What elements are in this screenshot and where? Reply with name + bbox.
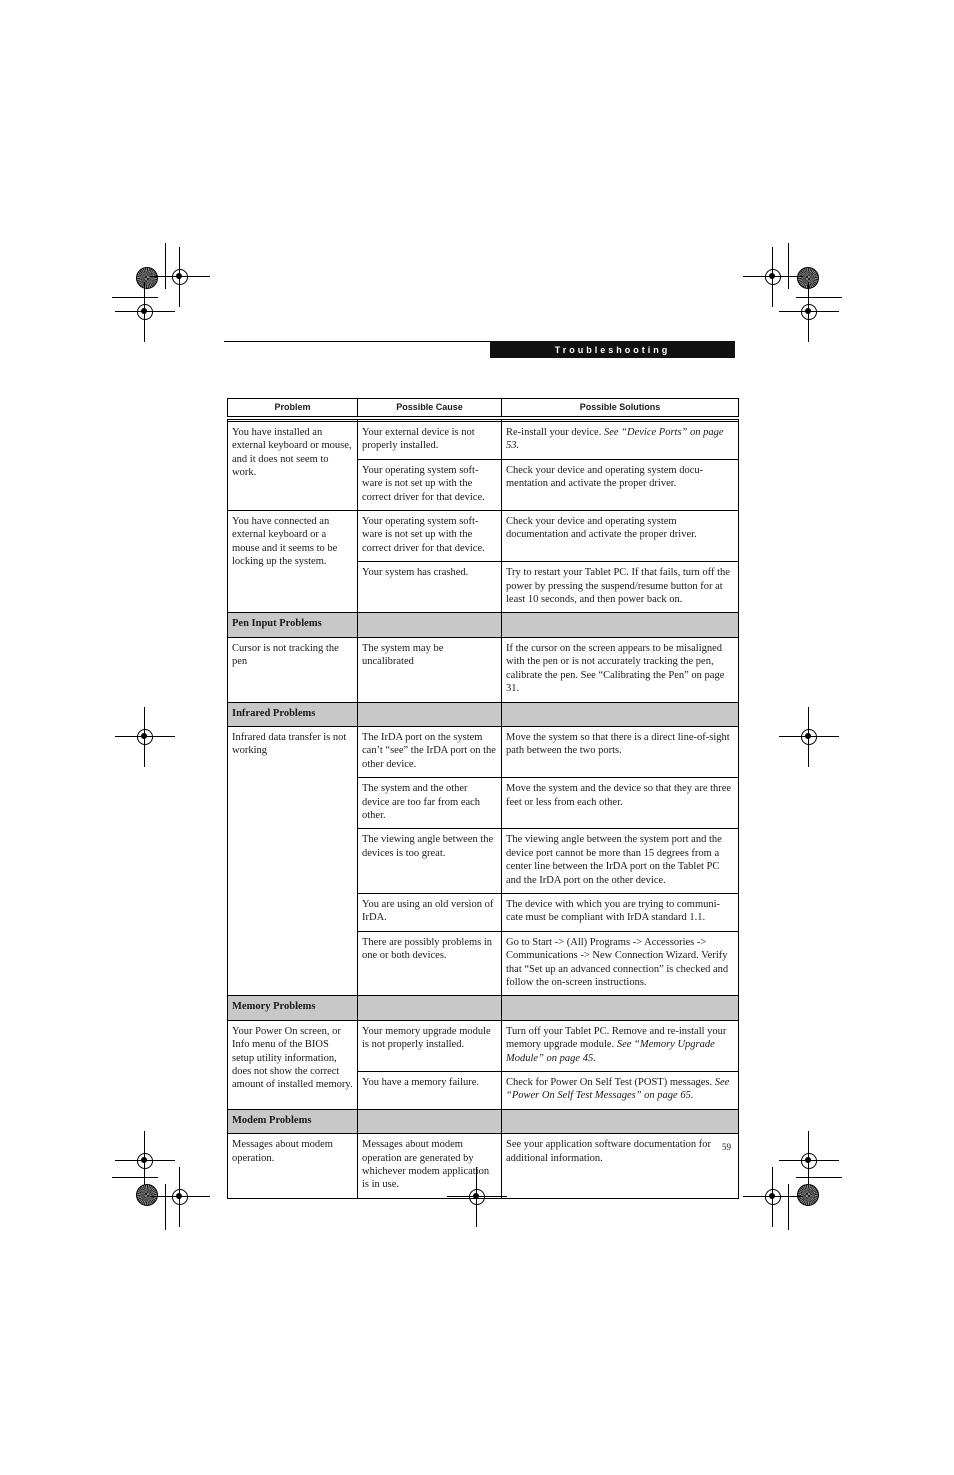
header-rule [224, 341, 490, 342]
table-row [228, 726, 739, 777]
column-header-cause: Possible Cause [358, 399, 502, 419]
page-reference: See “Memory Upgrade Module” on page 45. [506, 1039, 715, 1064]
section-title-cell: Modem Problems [228, 1109, 358, 1133]
section-row [228, 702, 739, 726]
cause-cell: Your external device is not properly installed. [358, 422, 502, 460]
solution-cell: Check for Power On Self Test (POST) messages. See “Power On Self Test Messages” on page 65. [502, 1072, 739, 1110]
table-row [228, 637, 739, 702]
crop-mark [788, 1184, 789, 1230]
solution-cell: Check your device and operating system docu-mentation and activate the proper driver. [502, 459, 739, 510]
column-header-problem: Problem [228, 399, 358, 419]
cause-cell: You have a memory failure. [358, 1072, 502, 1110]
problem-cell: Cursor is not tracking the pen [228, 637, 358, 702]
column-header-solutions: Possible Solutions [502, 399, 739, 419]
troubleshooting-table [227, 398, 739, 1199]
page-reference: See “Device Ports” on page 53. [506, 427, 724, 452]
solution-cell: Move the system so that there is a direct line-of-sight path between the two ports. [502, 726, 739, 777]
crop-mark [788, 243, 789, 289]
cause-cell: The system may be uncalibrated [358, 637, 502, 702]
page-reference: See “Power On Self Test Messages” on page 65. [506, 1077, 730, 1102]
section-header-bar [490, 341, 735, 358]
crop-mark [112, 1177, 158, 1178]
registration-mark-icon [743, 1167, 803, 1227]
section-row [228, 996, 739, 1020]
solution-cell: Move the system and the device so that they are three feet or less from each other. [502, 778, 739, 829]
registration-mark-icon [150, 1167, 210, 1227]
crop-mark [165, 243, 166, 289]
registration-mark-icon [115, 282, 175, 342]
problem-cell: You have connected an external keyboard or a mouse and it seems to be locking up the system. [228, 511, 358, 613]
cause-cell: Your operating system soft-ware is not set up with the correct driver for that device. [358, 511, 502, 562]
section-title: Troubleshooting [554, 344, 671, 355]
problem-cell: Messages about modem operation. [228, 1134, 358, 1199]
section-title-cell: Memory Problems [228, 996, 358, 1020]
cause-cell: Your system has crashed. [358, 562, 502, 613]
cause-cell: The IrDA port on the system can’t “see” the IrDA port on the other device. [358, 726, 502, 777]
cause-cell: Your operating system soft-ware is not set up with the correct driver for that device. [358, 459, 502, 510]
solution-cell: If the cursor on the screen appears to be misaligned with the pen or is not accurately tracking the pen, calibrate the pen. See “Calibrating the Pen” on page 31. [502, 637, 739, 702]
problem-cell: Infrared data transfer is not working [228, 726, 358, 996]
problem-cell: Your Power On screen, or Info menu of the BIOS setup utility information, does not show the correct amount of installed memory. [228, 1020, 358, 1109]
problem-cell: You have installed an external keyboard or mouse, and it does not seem to work. [228, 422, 358, 511]
solution-cell: Try to restart your Tablet PC. If that fails, turn off the power by pressing the suspend/resume button for at least 10 seconds, and then power back on. [502, 562, 739, 613]
registration-mark-icon [779, 282, 839, 342]
section-row [228, 613, 739, 637]
solution-cell: Check your device and operating system documentation and activate the proper driver. [502, 511, 739, 562]
crop-mark [165, 1184, 166, 1230]
crop-mark [796, 1177, 842, 1178]
crop-mark [112, 297, 158, 298]
section-title-cell: Infrared Problems [228, 702, 358, 726]
cause-cell: The system and the other device are too far from each other. [358, 778, 502, 829]
registration-mark-icon [779, 707, 839, 767]
table-row [228, 1020, 739, 1071]
cause-cell: The viewing angle between the devices is too great. [358, 829, 502, 894]
solution-cell: See your application software documentation for additional information. [502, 1134, 739, 1199]
section-title-cell: Pen Input Problems [228, 613, 358, 637]
cause-cell: Your memory upgrade module is not properly installed. [358, 1020, 502, 1071]
solution-cell: Go to Start -> (All) Programs -> Accessories -> Communications -> New Connection Wizard. Verify that “Set up an advanced connection” is checked and follow the on-screen instructions. [502, 931, 739, 996]
crop-mark [796, 297, 842, 298]
cause-cell: Messages about modem operation are generated by whichever modem application is in use. [358, 1134, 502, 1199]
solution-cell: The viewing angle between the system port and the device port cannot be more than 15 degrees from a center line between the IrDA port on the Tablet PC and the IrDA port on the other device. [502, 829, 739, 894]
table-row [228, 422, 739, 460]
solution-cell: The device with which you are trying to communi-cate must be compliant with IrDA standard 1.1. [502, 893, 739, 931]
solution-cell: Turn off your Tablet PC. Remove and re-install your memory upgrade module. See “Memory Upgrade Module” on page 45. [502, 1020, 739, 1071]
table-header-row [228, 399, 739, 419]
cause-cell: There are possibly problems in one or both devices. [358, 931, 502, 996]
registration-mark-icon [115, 707, 175, 767]
table-row [228, 511, 739, 562]
page-number: 59 [722, 1142, 731, 1152]
table-row [228, 1134, 739, 1199]
cause-cell: You are using an old version of IrDA. [358, 893, 502, 931]
solution-cell: Re-install your device. See “Device Ports” on page 53. [502, 422, 739, 460]
section-row [228, 1109, 739, 1133]
